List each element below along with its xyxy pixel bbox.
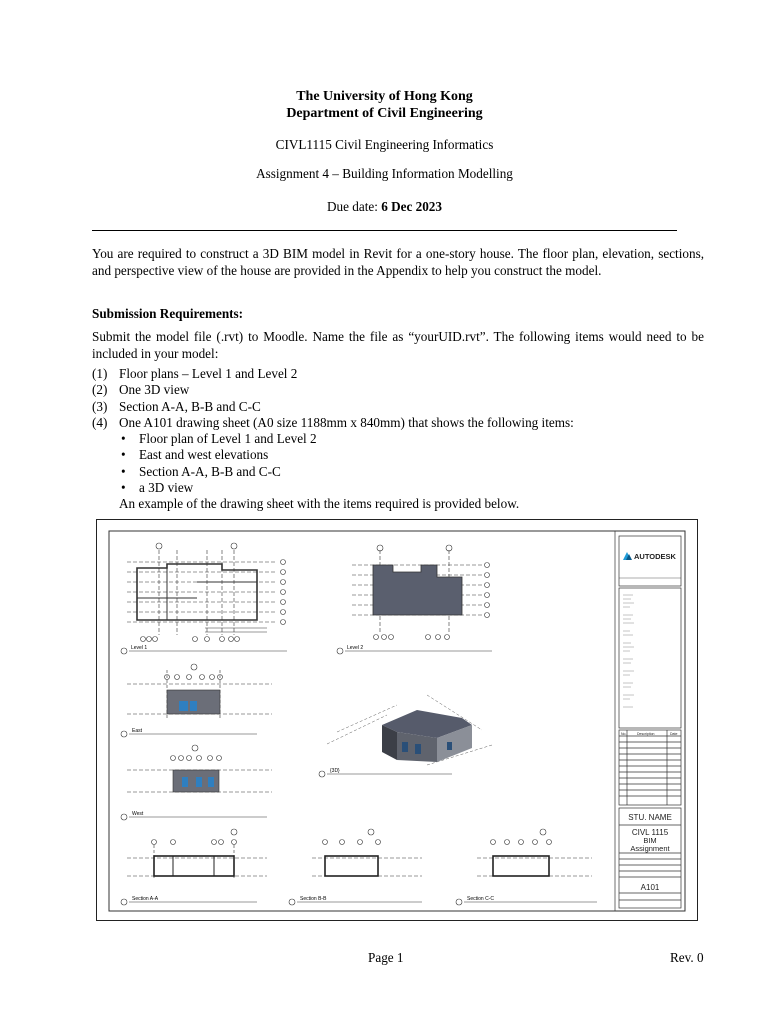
section-b-b — [312, 829, 422, 876]
sheet-title-line2: Assignment — [630, 844, 670, 853]
section-b-label: Section B-B — [300, 896, 327, 902]
level2-label: Level 2 — [347, 645, 364, 651]
document-header — [92, 88, 677, 122]
list-item: • East and west elevations — [121, 447, 269, 463]
section-c-c — [477, 829, 592, 876]
autodesk-brand: AUTODESK — [634, 552, 676, 561]
section-c-label: Section C-C — [467, 896, 494, 902]
list-item: • a 3D view — [121, 480, 194, 496]
sheet-items-list — [119, 431, 704, 496]
intro-paragraph: You are required to construct a 3D BIM model in Revit for a one-story house. The floor plan, elevation, sections, and perspective view of the house are provided in the Appendix to help you construct the model. — [92, 246, 704, 278]
list-item: (4) One A101 drawing sheet (A0 size 1188mm x 840mm) that shows the following items: — [92, 414, 574, 430]
due-date-label: Due date: — [327, 199, 382, 214]
list-item: (1) Floor plans – Level 1 and Level 2 — [92, 366, 298, 381]
assignment-title: Assignment 4 – Building Information Modelling — [256, 166, 513, 181]
list-item: (3) Section A-A, B-B and C-C — [92, 398, 261, 414]
header-divider — [92, 230, 677, 231]
list-item: • Floor plan of Level 1 and Level 2 — [121, 431, 317, 447]
example-note: An example of the drawing sheet with the items required is provided below. — [119, 496, 520, 512]
title-block-notes — [623, 595, 634, 707]
level2-roof-fill — [373, 565, 462, 615]
sheet-title-line1: BIM — [643, 836, 657, 845]
section-a-label: Section A-A — [132, 896, 159, 902]
bullet-icon: • — [121, 463, 126, 479]
title-block — [615, 531, 685, 911]
department-name: Department of Civil Engineering — [286, 106, 483, 121]
level1-floor-plan — [127, 543, 286, 642]
drawing-sheet-svg — [97, 520, 699, 922]
due-date-value: 6 Dec 2023 — [381, 199, 442, 214]
bullet-icon: • — [121, 480, 126, 496]
course-code: CIVL 1115 — [631, 828, 669, 837]
submit-paragraph: Submit the model file (.rvt) to Moodle. Name the file as “yourUID.rvt”. The following items would need to be included in your model: — [92, 329, 704, 361]
revision-number: Rev. 0 — [670, 950, 704, 965]
level1-label: Level 1 — [131, 645, 148, 651]
east-label: East — [132, 728, 143, 734]
list-item: (2) One 3D view — [92, 382, 190, 398]
requirements-list — [92, 366, 704, 513]
drawing-sheet-figure — [96, 519, 698, 921]
course-title: CIVL1115 Civil Engineering Informatics — [275, 137, 494, 152]
university-name: The University of Hong Kong — [296, 89, 473, 104]
bullet-icon: • — [121, 431, 126, 447]
revision-date-header: Date — [670, 732, 678, 736]
due-date — [92, 199, 677, 215]
submission-heading: Submission Requirements: — [92, 306, 244, 321]
bullet-icon: • — [121, 447, 126, 463]
revision-no-header: No. — [621, 732, 627, 736]
3d-label: {3D} — [330, 768, 340, 774]
page-number: Page 1 — [368, 950, 404, 965]
list-item: • Section A-A, B-B and C-C — [121, 463, 281, 479]
revision-description-header: Description — [637, 732, 655, 736]
west-label: West — [132, 811, 144, 817]
section-a-a — [127, 829, 267, 880]
student-name: STU. NAME — [628, 813, 672, 822]
sheet-number: A101 — [640, 883, 660, 892]
